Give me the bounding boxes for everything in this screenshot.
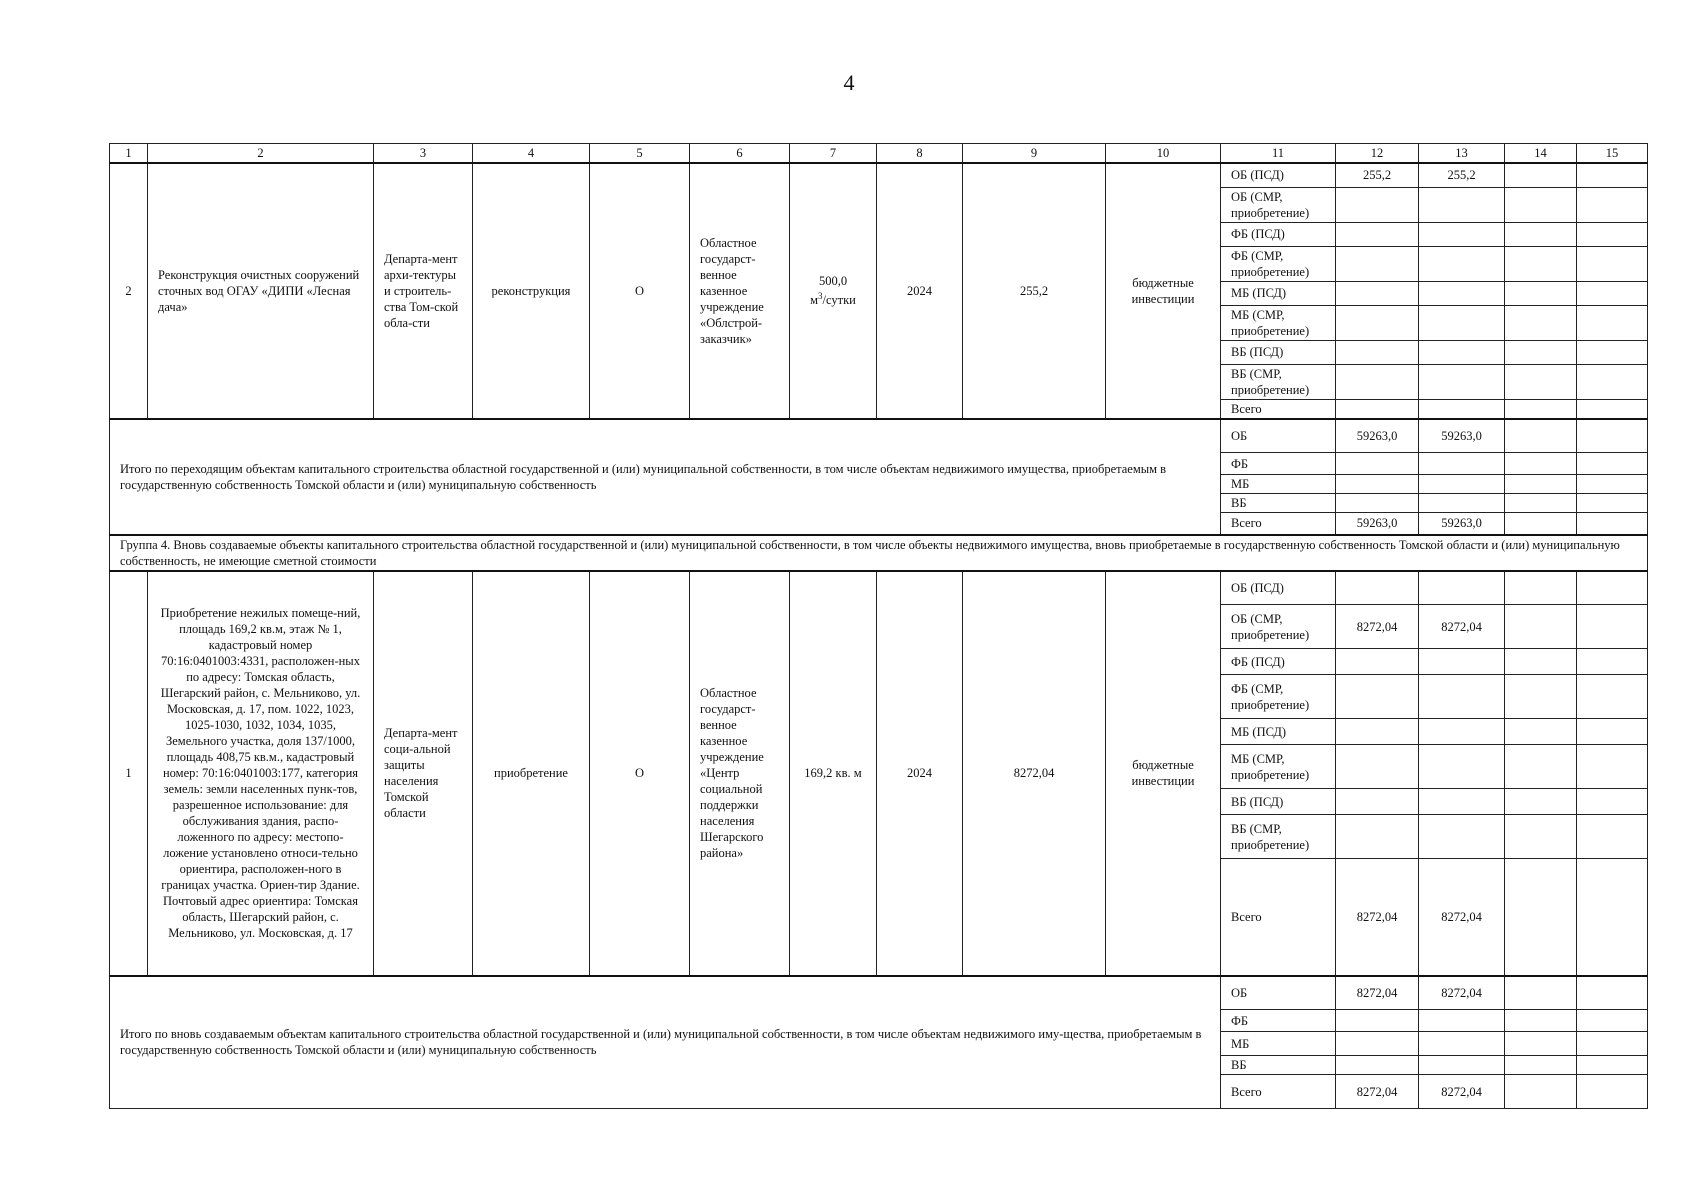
work-type: реконструкция — [473, 163, 590, 419]
value-col-15 — [1577, 419, 1648, 453]
group-header-row — [110, 535, 1648, 571]
funding-source: ОБ (СМР, приобретение) — [1221, 187, 1336, 222]
capacity-unit-exponent: 3 — [818, 290, 823, 301]
responsible-department: Департа-мент архи-тектуры и строитель-ства Том-ской обла-сти — [374, 163, 473, 419]
value-col-15 — [1577, 246, 1648, 281]
value-col-15 — [1577, 1075, 1648, 1109]
value-col-13 — [1419, 1032, 1505, 1056]
col-header-1: 1 — [110, 144, 148, 164]
capacity-unit-suffix: /сутки — [822, 292, 856, 307]
value-col-14 — [1505, 399, 1577, 419]
funding-source: МБ (СМР, приобретение) — [1221, 745, 1336, 789]
value-col-15 — [1577, 305, 1648, 340]
value-col-12 — [1336, 1056, 1419, 1075]
col-header-12: 12 — [1336, 144, 1419, 164]
value-col-15 — [1577, 513, 1648, 535]
object-number: 2 — [110, 163, 148, 419]
value-col-13 — [1419, 719, 1505, 745]
funding-source: ФБ — [1221, 1010, 1336, 1032]
value-col-15 — [1577, 1056, 1648, 1075]
value-col-13: 255,2 — [1419, 163, 1505, 187]
investment-form: бюджетные инвестиции — [1106, 163, 1221, 419]
value-col-15 — [1577, 1010, 1648, 1032]
col-header-11: 11 — [1221, 144, 1336, 164]
value-col-13 — [1419, 1010, 1505, 1032]
group-4-title: Группа 4. Вновь создаваемые объекты капитального строительства областной государственной и (или) муниципальной собственности, в том числе объекты недвижимого имущества, вновь приобретаемые в государственную собственность Томской области и (или) муниципальную собственность, не имеющие сметной стоимости — [110, 535, 1648, 571]
object-name: Реконструкция очистных сооружений сточных вод ОГАУ «ДИПИ «Лесная дача» — [148, 163, 374, 419]
funding-source: ОБ — [1221, 976, 1336, 1010]
value-col-13 — [1419, 815, 1505, 859]
value-col-13 — [1419, 789, 1505, 815]
value-col-15 — [1577, 859, 1648, 976]
value-col-13: 8272,04 — [1419, 1075, 1505, 1109]
funding-source: Всего — [1221, 399, 1336, 419]
value-col-14 — [1505, 281, 1577, 305]
col-header-2: 2 — [148, 144, 374, 164]
table-row — [110, 163, 1648, 187]
value-col-13 — [1419, 399, 1505, 419]
funding-source: МБ — [1221, 475, 1336, 494]
value-col-15 — [1577, 475, 1648, 494]
value-col-13 — [1419, 187, 1505, 222]
funding-source: ВБ (СМР, приобретение) — [1221, 364, 1336, 399]
customer: Областное государст-венное казенное учреждение «Центр социальной поддержки населения Шегарского района» — [690, 571, 790, 976]
total-label: Итого по переходящим объектам капитального строительства областной государственной и (или) муниципальной собственности, в том числе объектам недвижимого имущества, приобретаемым в государственную собственность Томской области и (или) муниципальную собственность — [110, 419, 1221, 535]
customer: Областное государст-венное казенное учреждение «Облстрой-заказчик» — [690, 163, 790, 419]
funding-source: Всего — [1221, 513, 1336, 535]
value-col-14 — [1505, 1056, 1577, 1075]
value-col-12 — [1336, 1032, 1419, 1056]
value-col-13 — [1419, 475, 1505, 494]
funding-source: ОБ — [1221, 419, 1336, 453]
funding-source: ОБ (ПСД) — [1221, 571, 1336, 605]
funding-source: ВБ (ПСД) — [1221, 340, 1336, 364]
value-col-14 — [1505, 475, 1577, 494]
value-col-14 — [1505, 605, 1577, 649]
value-col-15 — [1577, 494, 1648, 513]
estimated-cost: 8272,04 — [963, 571, 1106, 976]
value-col-12 — [1336, 1010, 1419, 1032]
value-col-15 — [1577, 364, 1648, 399]
capacity — [790, 163, 877, 419]
value-col-14 — [1505, 163, 1577, 187]
value-col-15 — [1577, 399, 1648, 419]
funding-source: ОБ (СМР, приобретение) — [1221, 605, 1336, 649]
funding-source: ФБ (ПСД) — [1221, 222, 1336, 246]
value-col-14 — [1505, 340, 1577, 364]
value-col-13: 59263,0 — [1419, 419, 1505, 453]
value-col-14 — [1505, 453, 1577, 475]
table-row — [110, 571, 1648, 605]
col-header-15: 15 — [1577, 144, 1648, 164]
value-col-15 — [1577, 571, 1648, 605]
value-col-13 — [1419, 453, 1505, 475]
value-col-15 — [1577, 1032, 1648, 1056]
col-header-9: 9 — [963, 144, 1106, 164]
value-col-12 — [1336, 675, 1419, 719]
object-number: 1 — [110, 571, 148, 976]
value-col-12 — [1336, 453, 1419, 475]
value-col-12: 8272,04 — [1336, 976, 1419, 1010]
funding-source: ВБ (ПСД) — [1221, 789, 1336, 815]
value-col-12 — [1336, 222, 1419, 246]
funding-source: ФБ (СМР, приобретение) — [1221, 675, 1336, 719]
value-col-15 — [1577, 719, 1648, 745]
value-col-14 — [1505, 187, 1577, 222]
value-col-12: 59263,0 — [1336, 419, 1419, 453]
completion-year: 2024 — [877, 163, 963, 419]
col-header-6: 6 — [690, 144, 790, 164]
value-col-14 — [1505, 815, 1577, 859]
funding-source: ФБ (ПСД) — [1221, 649, 1336, 675]
funding-source: МБ (СМР, приобретение) — [1221, 305, 1336, 340]
capacity-unit: м — [810, 292, 819, 307]
funding-source: Всего — [1221, 1075, 1336, 1109]
value-col-12 — [1336, 281, 1419, 305]
value-col-14 — [1505, 305, 1577, 340]
funding-source: Всего — [1221, 859, 1336, 976]
value-col-12 — [1336, 364, 1419, 399]
ownership-form: О — [590, 163, 690, 419]
funding-source: ВБ — [1221, 494, 1336, 513]
col-header-10: 10 — [1106, 144, 1221, 164]
funding-source: ОБ (ПСД) — [1221, 163, 1336, 187]
capacity: 169,2 кв. м — [790, 571, 877, 976]
funding-source: МБ (ПСД) — [1221, 719, 1336, 745]
value-col-12 — [1336, 475, 1419, 494]
value-col-14 — [1505, 859, 1577, 976]
col-header-13: 13 — [1419, 144, 1505, 164]
estimated-cost: 255,2 — [963, 163, 1106, 419]
funding-source: МБ (ПСД) — [1221, 281, 1336, 305]
value-col-13 — [1419, 494, 1505, 513]
funding-source: ФБ (СМР, приобретение) — [1221, 246, 1336, 281]
ownership-form: О — [590, 571, 690, 976]
value-col-15 — [1577, 649, 1648, 675]
page-number: 4 — [843, 70, 855, 95]
work-type: приобретение — [473, 571, 590, 976]
value-col-15 — [1577, 340, 1648, 364]
value-col-15 — [1577, 453, 1648, 475]
value-col-13 — [1419, 745, 1505, 789]
value-col-14 — [1505, 789, 1577, 815]
col-header-3: 3 — [374, 144, 473, 164]
value-col-14 — [1505, 571, 1577, 605]
responsible-department: Департа-мент соци-альной защиты населения Томской области — [374, 571, 473, 976]
value-col-14 — [1505, 494, 1577, 513]
funding-source: ВБ (СМР, приобретение) — [1221, 815, 1336, 859]
value-col-13 — [1419, 222, 1505, 246]
funding-source: ФБ — [1221, 453, 1336, 475]
value-col-12: 255,2 — [1336, 163, 1419, 187]
value-col-13 — [1419, 571, 1505, 605]
value-col-14 — [1505, 364, 1577, 399]
value-col-15 — [1577, 745, 1648, 789]
value-col-12 — [1336, 745, 1419, 789]
value-col-14 — [1505, 513, 1577, 535]
total-label: Итого по вновь создаваемым объектам капитального строительства областной государственной и (или) муниципальной собственности, в том числе объектам недвижимого иму-щества, приобретаемым в государственную собственность Томской области и (или) муниципальную собственность — [110, 976, 1221, 1109]
value-col-12 — [1336, 789, 1419, 815]
value-col-15 — [1577, 163, 1648, 187]
value-col-12 — [1336, 571, 1419, 605]
col-header-8: 8 — [877, 144, 963, 164]
value-col-15 — [1577, 281, 1648, 305]
value-col-14 — [1505, 976, 1577, 1010]
value-col-14 — [1505, 246, 1577, 281]
value-col-13 — [1419, 1056, 1505, 1075]
value-col-15 — [1577, 675, 1648, 719]
value-col-13 — [1419, 364, 1505, 399]
value-col-14 — [1505, 222, 1577, 246]
value-col-13 — [1419, 675, 1505, 719]
value-col-14 — [1505, 1010, 1577, 1032]
value-col-14 — [1505, 675, 1577, 719]
value-col-14 — [1505, 1032, 1577, 1056]
funding-source: ВБ — [1221, 1056, 1336, 1075]
value-col-15 — [1577, 976, 1648, 1010]
investment-table — [109, 143, 1648, 1109]
col-header-7: 7 — [790, 144, 877, 164]
column-number-row — [110, 144, 1648, 164]
value-col-12 — [1336, 187, 1419, 222]
value-col-12 — [1336, 246, 1419, 281]
value-col-14 — [1505, 649, 1577, 675]
value-col-15 — [1577, 222, 1648, 246]
value-col-15 — [1577, 815, 1648, 859]
investment-form: бюджетные инвестиции — [1106, 571, 1221, 976]
value-col-13 — [1419, 649, 1505, 675]
value-col-14 — [1505, 719, 1577, 745]
funding-source: МБ — [1221, 1032, 1336, 1056]
value-col-14 — [1505, 1075, 1577, 1109]
total-row — [110, 976, 1648, 1010]
completion-year: 2024 — [877, 571, 963, 976]
value-col-12 — [1336, 399, 1419, 419]
value-col-14 — [1505, 419, 1577, 453]
value-col-12 — [1336, 719, 1419, 745]
value-col-13 — [1419, 281, 1505, 305]
value-col-12 — [1336, 815, 1419, 859]
value-col-13: 8272,04 — [1419, 605, 1505, 649]
value-col-13: 8272,04 — [1419, 976, 1505, 1010]
object-name: Приобретение нежилых помеще-ний, площадь 169,2 кв.м, этаж № 1, кадастровый номер 70:16:0401003:4331, расположен-ных по адресу: Томская область, Шегарский район, с. Мельниково, ул. Московская, д. 17, пом. 1022, 1023, 1025-1030, 1032, 1034, 1035, Земельного участка, доля 137/1000, площадь 408,75 кв.м., кадастровый номер: 70:16:0401003:177, категория земель: земли населенных пунк-тов, разрешенное использование: для обслуживания здания, распо-ложенного по адресу: местопо-ложение установлено относи-тельно ориентира, расположен-ного в границах участка. Ориен-тир Здание. Почтовый адрес ориентира: Томская область, Шегарский район, с. Мельниково, ул. Московская, д. 17 — [148, 571, 374, 976]
value-col-15 — [1577, 789, 1648, 815]
value-col-12 — [1336, 305, 1419, 340]
value-col-13 — [1419, 340, 1505, 364]
value-col-13: 59263,0 — [1419, 513, 1505, 535]
value-col-12 — [1336, 340, 1419, 364]
value-col-12: 8272,04 — [1336, 605, 1419, 649]
col-header-4: 4 — [473, 144, 590, 164]
value-col-14 — [1505, 745, 1577, 789]
col-header-14: 14 — [1505, 144, 1577, 164]
total-row — [110, 419, 1648, 453]
value-col-12 — [1336, 649, 1419, 675]
value-col-12 — [1336, 494, 1419, 513]
value-col-15 — [1577, 605, 1648, 649]
value-col-13: 8272,04 — [1419, 859, 1505, 976]
col-header-5: 5 — [590, 144, 690, 164]
value-col-12: 8272,04 — [1336, 1075, 1419, 1109]
value-col-12: 8272,04 — [1336, 859, 1419, 976]
value-col-13 — [1419, 305, 1505, 340]
value-col-12: 59263,0 — [1336, 513, 1419, 535]
capacity-value: 500,0 — [818, 273, 848, 288]
value-col-13 — [1419, 246, 1505, 281]
value-col-15 — [1577, 187, 1648, 222]
